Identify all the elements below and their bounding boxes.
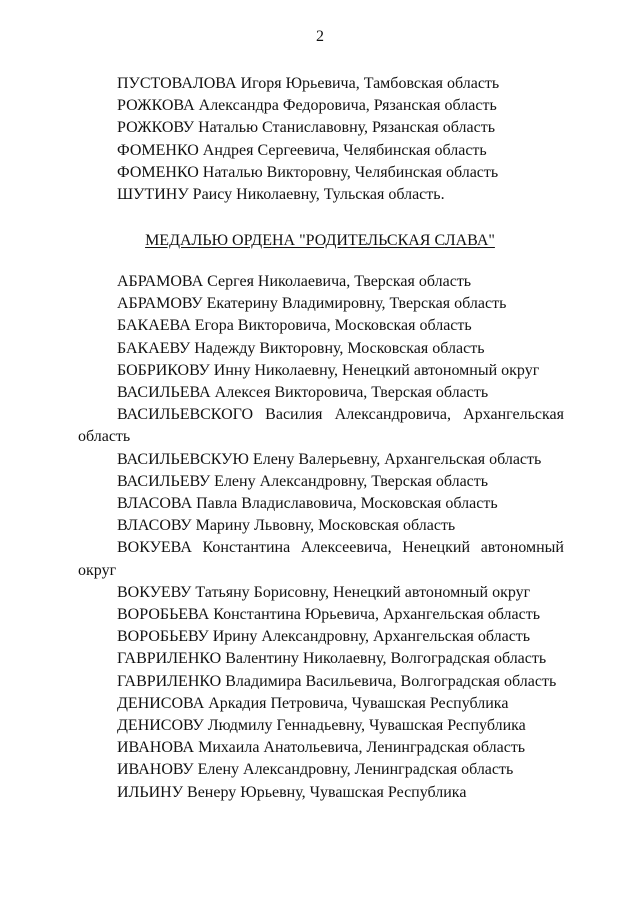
list-item: ВАСИЛЬЕВУ Елену Александровну, Тверская область (117, 472, 489, 490)
list-item-continuation: округ (78, 561, 117, 579)
list-item: БАКАЕВА Егора Викторовича, Московская область (117, 317, 472, 335)
section-heading (0, 231, 640, 251)
list-item: ШУТИНУ Раису Николаевну, Тульская область. (117, 186, 445, 204)
list-item-wrapped: ВАСИЛЬЕВСКОГО Василия Александровича, Архангельская (117, 406, 564, 424)
list-item: ВАСИЛЬЕВА Алексея Викторовича, Тверская область (117, 384, 489, 402)
page-number: 2 (316, 28, 324, 45)
list-item: ФОМЕНКО Наталью Викторовну, Челябинская область (117, 163, 499, 181)
list-item: ВОКУЕВУ Татьяну Борисовну, Ненецкий автономный округ (117, 583, 531, 601)
list-item: БОБРИКОВУ Инну Николаевну, Ненецкий автономный округ (117, 361, 540, 379)
list-item: АБРАМОВА Сергея Николаевича, Тверская область (117, 273, 472, 290)
list-item: ИВАНОВУ Елену Александровну, Ленинградская область (117, 761, 514, 779)
list-item: ВАСИЛЬЕВСКУЮ Елену Валерьевну, Архангельская область (117, 450, 542, 468)
list-item: ИЛЬИНУ Венеру Юрьевну, Чувашская Республика (117, 783, 467, 801)
award-list-medal (0, 271, 640, 804)
list-item: ГАВРИЛЕНКО Владимира Васильевича, Волгоградская область (117, 672, 557, 690)
list-item: ДЕНИСОВУ Людмилу Геннадьевну, Чувашская Республика (117, 717, 526, 735)
list-item: ВОРОБЬЕВА Константина Юрьевича, Архангельская область (117, 606, 541, 624)
list-item: РОЖКОВА Александра Федоровича, Рязанская область (117, 97, 497, 115)
award-list-first (0, 73, 640, 206)
list-item: РОЖКОВУ Наталью Станиславовну, Рязанская область (117, 119, 495, 137)
list-item: ВЛАСОВУ Марину Львовну, Московская область (117, 517, 456, 535)
list-item: БАКАЕВУ Надежду Викторовну, Московская область (117, 339, 485, 357)
list-item: ГАВРИЛЕНКО Валентину Николаевну, Волгоградская область (117, 650, 547, 668)
list-item: ВЛАСОВА Павла Владиславовича, Московская область (117, 495, 498, 513)
list-item: АБРАМОВУ Екатерину Владимировну, Тверская область (117, 295, 507, 313)
list-item: ФОМЕНКО Андрея Сергеевича, Челябинская область (117, 141, 487, 159)
list-item-continuation: область (78, 428, 131, 446)
list-item: ПУСТОВАЛОВА Игоря Юрьевича, Тамбовская область (117, 75, 500, 92)
section-heading-text: МЕДАЛЬЮ ОРДЕНА "РОДИТЕЛЬСКАЯ СЛАВА" (145, 232, 495, 249)
list-item-wrapped: ВОКУЕВА Константина Алексеевича, Ненецкий автономный (117, 539, 564, 557)
list-item: ИВАНОВА Михаила Анатольевича, Ленинградская область (117, 739, 526, 757)
list-item: ВОРОБЬЕВУ Ирину Александровну, Архангельская область (117, 628, 531, 646)
list-item: ДЕНИСОВА Аркадия Петровича, Чувашская Республика (117, 694, 509, 712)
